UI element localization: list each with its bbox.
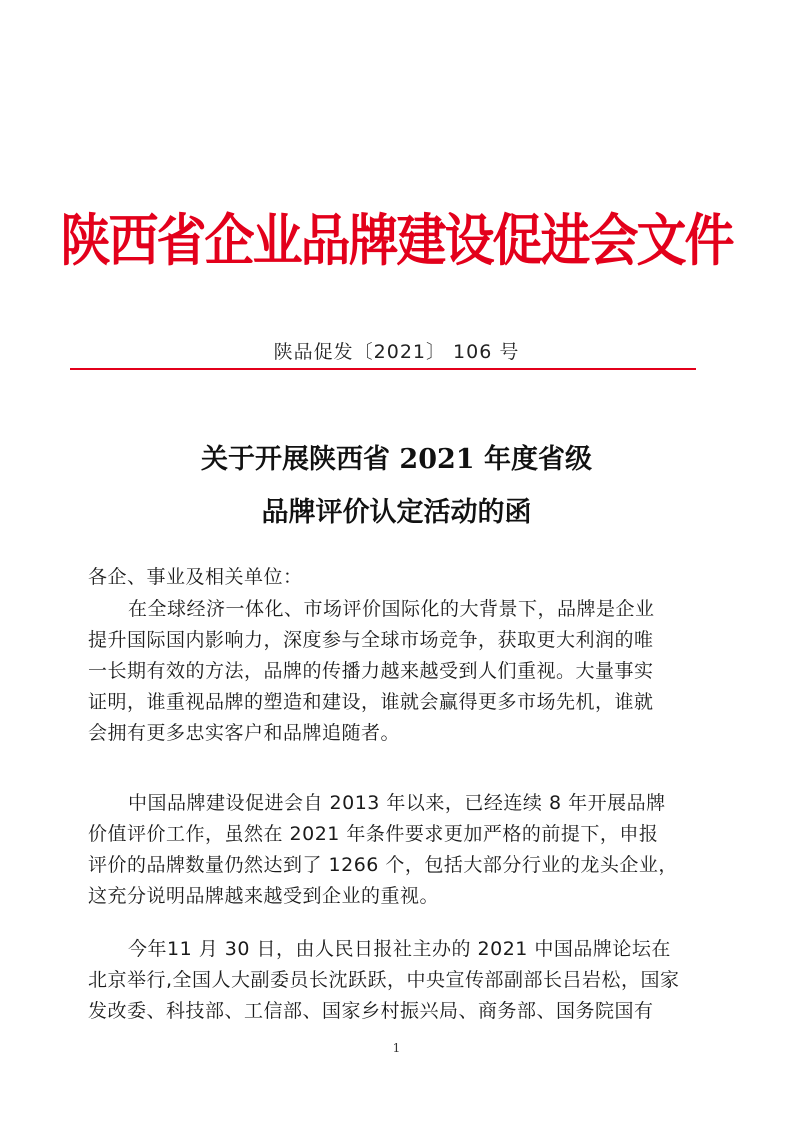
salutation: 各企、事业及相关单位： <box>88 566 303 588</box>
paragraph-1 <box>88 594 720 749</box>
paragraph-line: 提升国际国内影响力，深度参与全球市场竞争，获取更大利润的唯 <box>88 629 654 651</box>
paragraph-line: 今年11 月 30 日，由人民日报社主办的 2021 中国品牌论坛在 <box>128 938 671 960</box>
paragraph-line: 价值评价工作，虽然在 2021 年条件要求更加严格的前提下，申报 <box>88 823 659 845</box>
header-divider <box>70 368 696 370</box>
paragraph-2 <box>88 788 720 912</box>
page-number: 1 <box>392 1041 401 1055</box>
paragraph-line: 这充分说明品牌越来越受到企业的重视。 <box>88 885 440 907</box>
paragraph-line: 北京举行,全国人大副委员长沈跃跃，中央宣传部副部长吕岩松，国家 <box>88 969 680 991</box>
paragraph-line: 中国品牌建设促进会自 2013 年以来，已经连续 8 年开展品牌 <box>128 792 666 814</box>
paragraph-line: 评价的品牌数量仍然达到了 1266 个，包括大部分行业的龙头企业， <box>88 854 678 876</box>
paragraph-line: 证明，谁重视品牌的塑造和建设，谁就会赢得更多市场先机，谁就 <box>88 691 654 713</box>
paragraph-line: 在全球经济一体化、市场评价国际化的大背景下，品牌是企业 <box>128 598 655 620</box>
document-title-line-1: 关于开展陕西省 2021 年度省级 <box>201 444 592 475</box>
organization-header-title: 陕西省企业品牌建设促进会文件 <box>60 207 733 274</box>
paragraph-3 <box>88 934 720 1027</box>
paragraph-line: 发改委、科技部、工信部、国家乡村振兴局、商务部、国务院国有 <box>88 1000 654 1022</box>
paragraph-line: 一长期有效的方法，品牌的传播力越来越受到人们重视。大量事实 <box>88 660 654 682</box>
document-number: 陕品促发〔2021〕 106 号 <box>273 341 520 363</box>
document-title-line-2: 品牌评价认定活动的函 <box>261 497 532 528</box>
paragraph-line: 会拥有更多忠实客户和品牌追随者。 <box>88 722 401 744</box>
